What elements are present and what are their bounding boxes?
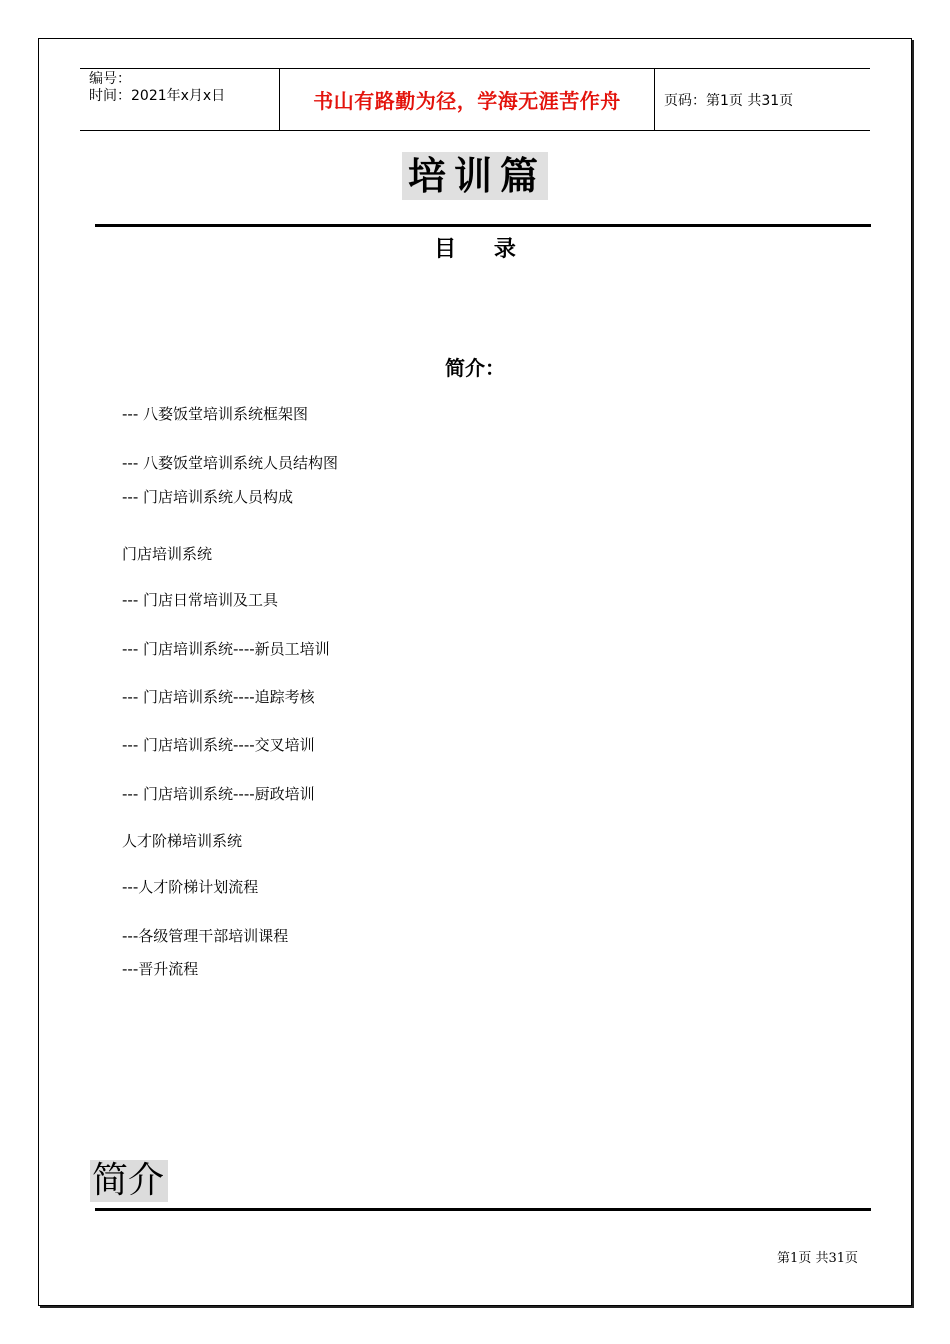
page-title: 培训篇 (402, 152, 548, 200)
toc-item[interactable]: 门店培训系统 (122, 545, 213, 563)
time-label: 时间：2021年x月x日 (89, 88, 226, 104)
page-footer: 第1页 共31页 (777, 1251, 858, 1266)
toc-item[interactable]: ---人才阶梯计划流程 (122, 878, 259, 896)
toc-item[interactable]: --- 八婺饭堂培训系统框架图 (122, 405, 309, 423)
toc-item[interactable]: ---晋升流程 (122, 960, 199, 978)
toc-item[interactable]: --- 门店培训系统----追踪考核 (122, 688, 315, 706)
header-meta (80, 69, 280, 130)
toc-item[interactable]: ---各级管理干部培训课程 (122, 927, 289, 945)
section-title: 简介 (90, 1160, 168, 1202)
toc-item[interactable]: --- 八婺饭堂培训系统人员结构图 (122, 454, 339, 472)
toc-heading: 简介： (445, 356, 505, 380)
toc-item[interactable]: 人才阶梯培训系统 (122, 832, 243, 850)
toc-item[interactable]: --- 门店培训系统人员构成 (122, 488, 294, 506)
motto: 书山有路勤为径，学海无涯苦作舟 (313, 89, 621, 113)
page-title-wrap (0, 152, 950, 200)
title-divider (95, 224, 871, 227)
page-frame (38, 38, 912, 1306)
toc-item[interactable]: --- 门店培训系统----新员工培训 (122, 640, 330, 658)
toc-item[interactable]: --- 门店培训系统----交叉培训 (122, 736, 315, 754)
page-info: 页码：第1页 共31页 (664, 92, 794, 109)
section-divider (95, 1208, 871, 1211)
header-motto-cell (280, 69, 655, 130)
page-header (80, 68, 870, 131)
header-page-cell (655, 69, 870, 130)
doc-number-label: 编号： (89, 71, 131, 87)
toc-title: 目 录 (434, 237, 516, 262)
toc-item[interactable]: --- 门店培训系统----厨政培训 (122, 785, 315, 803)
toc-item[interactable]: --- 门店日常培训及工具 (122, 591, 279, 609)
